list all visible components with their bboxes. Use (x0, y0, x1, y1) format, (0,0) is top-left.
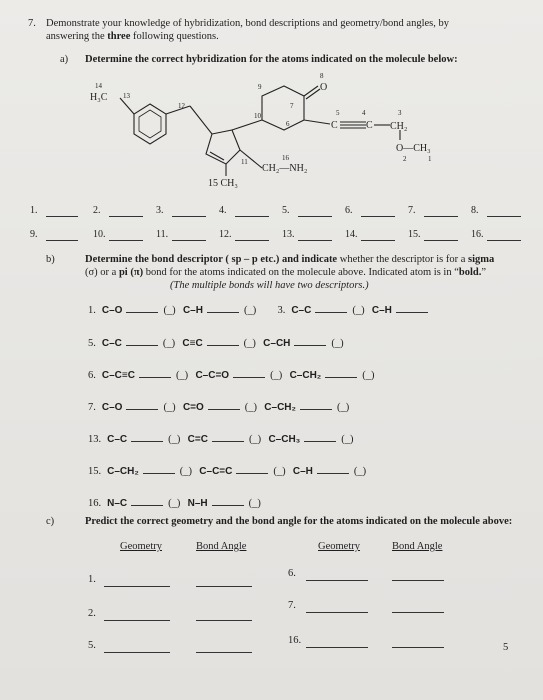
sigma-pi-blank[interactable]: (_) (168, 498, 181, 509)
geometry-item-number: 5. (88, 640, 96, 651)
label-c5: C (331, 120, 338, 131)
bond-descriptor-blank[interactable] (233, 368, 265, 378)
part-b-line1: Determine the bond descriptor ( sp – p etc.) and indicate whether the descriptor is for a sigma (85, 254, 495, 265)
hybridization-number: 13. (282, 229, 295, 240)
hybridization-number: 15. (408, 229, 421, 240)
geometry-answer-blank[interactable] (104, 577, 170, 587)
bond-formula: C–C (291, 305, 312, 316)
label-9: 9 (258, 83, 262, 91)
bond-descriptor-blank[interactable] (236, 464, 268, 474)
hybridization-answer-blank[interactable] (298, 231, 332, 241)
sigma-pi-blank[interactable]: (_) (162, 338, 176, 349)
bond-row (88, 496, 268, 509)
sigma-pi-blank[interactable]: (_) (331, 338, 344, 349)
bond-descriptor-blank[interactable] (325, 368, 357, 378)
label-10: 10 (254, 112, 261, 120)
hybridization-answer-blank[interactable] (46, 207, 78, 217)
question-number: 7. (28, 18, 36, 29)
geometry-answer-blank[interactable] (104, 643, 170, 653)
bond-formula: C–C≡C (101, 370, 135, 381)
page-number: 5 (503, 642, 509, 653)
label-5: 5 (336, 109, 340, 117)
sigma-pi-blank[interactable]: (_) (163, 305, 176, 316)
bond-angle-answer-blank[interactable] (392, 638, 444, 648)
part-c-instructions: Predict the correct geometry and the bond angle for the atoms indicated on the molecule above: (85, 516, 513, 527)
hybridization-answer-blank[interactable] (235, 231, 269, 241)
hybridization-answer-blank[interactable] (487, 231, 521, 241)
bond-descriptor-blank[interactable] (143, 464, 175, 474)
label-11: 11 (241, 158, 248, 166)
sigma-pi-blank[interactable]: (_) (248, 498, 261, 509)
molecule-structure (0, 68, 543, 198)
hybridization-number: 5. (282, 205, 290, 216)
bond-formula: C=C (187, 434, 208, 445)
bond-descriptor-blank[interactable] (139, 368, 171, 378)
sigma-pi-blank[interactable]: (_) (175, 370, 189, 381)
bond-formula: C–H (182, 305, 203, 316)
geometry-answer-blank[interactable] (306, 571, 368, 581)
bond-row-number: 16. (88, 498, 102, 509)
hybridization-answer-blank[interactable] (361, 207, 395, 217)
sigma-pi-blank[interactable]: (_) (273, 466, 286, 477)
part-c-letter: c) (46, 516, 55, 527)
geometry-item-number: 1. (88, 574, 96, 585)
label-h3c: H₃C (90, 92, 108, 103)
hybridization-number: 3. (156, 205, 164, 216)
hybridization-number: 14. (345, 229, 358, 240)
hybridization-number: 8. (471, 205, 479, 216)
bond-angle-answer-blank[interactable] (392, 571, 444, 581)
sigma-pi-blank[interactable]: (_) (168, 434, 181, 445)
question-intro: Demonstrate your knowledge of hybridization, bond descriptions and geometry/bond angles, by (46, 18, 449, 29)
hybridization-answer-blank[interactable] (109, 231, 143, 241)
geometry-answer-blank[interactable] (306, 603, 368, 613)
label-o8: O (320, 82, 328, 93)
bond-formula: C–H (371, 305, 392, 316)
part-a-instructions: Determine the correct hybridization for the atoms indicated on the molecule below: (85, 54, 458, 65)
bond-descriptor-blank[interactable] (207, 336, 239, 346)
bond-descriptor-blank[interactable] (131, 496, 163, 506)
bond-formula: C–O (101, 305, 123, 316)
hybridization-answer-blank[interactable] (172, 231, 206, 241)
part-a-letter: a) (60, 54, 69, 65)
bond-formula: C–O (101, 402, 123, 413)
bond-row-number: 5. (88, 338, 96, 349)
label-2: 2 (403, 155, 407, 163)
label-13: 13 (123, 92, 130, 100)
hybridization-number: 9. (30, 229, 38, 240)
label-4: 4 (362, 109, 366, 117)
sigma-pi-blank[interactable]: (_) (243, 305, 257, 316)
bond-row (88, 432, 361, 445)
hybridization-number: 2. (93, 205, 101, 216)
hybridization-answer-blank[interactable] (361, 231, 395, 241)
hybridization-answer-blank[interactable] (487, 207, 521, 217)
bond-descriptor-blank[interactable] (207, 303, 239, 313)
geometry-item-number: 6. (288, 568, 296, 579)
hybridization-number: 11. (156, 229, 169, 240)
geometry-item-number: 7. (288, 600, 296, 611)
geometry-answer-blank[interactable] (104, 611, 170, 621)
hybridization-answer-blank[interactable] (424, 231, 458, 241)
hybridization-answer-blank[interactable] (172, 207, 206, 217)
bond-formula: C≡C (182, 338, 203, 349)
sigma-pi-blank[interactable]: (_) (353, 466, 367, 477)
bond-descriptor-blank[interactable] (131, 432, 163, 442)
cyclohexane-ring (262, 86, 304, 130)
bond-descriptor-blank[interactable] (126, 336, 158, 346)
bond-row-number: 7. (88, 402, 96, 413)
bond-row (88, 400, 356, 413)
sigma-pi-blank[interactable]: (_) (352, 305, 365, 316)
bond-angle-answer-blank[interactable] (196, 611, 252, 621)
bond-row-number: 6. (88, 370, 96, 381)
label-14: 14 (95, 82, 102, 90)
sigma-pi-blank[interactable]: (_) (248, 434, 262, 445)
hybridization-answer-blank[interactable] (235, 207, 269, 217)
bond-descriptor-blank[interactable] (396, 303, 428, 313)
label-8: 8 (320, 72, 324, 80)
bond-row-number: 1. (88, 305, 96, 316)
bond-angle-answer-blank[interactable] (196, 643, 252, 653)
bond-descriptor-blank[interactable] (294, 336, 326, 346)
bond-row-number: 15. (88, 466, 102, 477)
bond-row (88, 464, 373, 477)
label-c4: C (366, 120, 373, 131)
bond-angle-header-right: Bond Angle (392, 541, 443, 552)
bond-descriptor-blank[interactable] (315, 303, 347, 313)
bond-angle-answer-blank[interactable] (392, 603, 444, 613)
sigma-pi-blank[interactable]: (_) (243, 338, 256, 349)
part-b-line2: (σ) or a pi (π) bond for the atoms indicated on the molecule above. Indicated atom is in “bold.” (85, 267, 487, 278)
hybridization-number: 12. (219, 229, 232, 240)
geometry-header-left: Geometry (120, 541, 162, 552)
label-ch2: CH₂ (390, 121, 408, 132)
hybridization-number: 6. (345, 205, 353, 216)
sigma-pi-blank[interactable]: (_) (179, 466, 193, 477)
hybridization-answer-blank[interactable] (298, 207, 332, 217)
bond-descriptor-blank[interactable] (126, 400, 158, 410)
bond-formula: C=O (182, 402, 204, 413)
bond-row (88, 303, 431, 316)
bond-formula: C–CH₂ (264, 402, 296, 413)
bond-formula: C–C (107, 434, 128, 445)
label-3: 3 (398, 109, 402, 117)
bond-descriptor-blank[interactable] (212, 432, 244, 442)
geometry-answer-blank[interactable] (306, 638, 368, 648)
bond-formula: C–CH₃ (268, 434, 301, 445)
bond-angle-answer-blank[interactable] (196, 577, 252, 587)
hybridization-number: 4. (219, 205, 227, 216)
bond-descriptor-blank[interactable] (212, 496, 244, 506)
bond-formula: C–CH (263, 338, 291, 349)
bond-row-number: 13. (88, 434, 102, 445)
sigma-pi-blank[interactable]: (_) (270, 370, 283, 381)
geometry-item-number: 16. (288, 635, 302, 646)
hybridization-number: 16. (471, 229, 484, 240)
sigma-pi-blank[interactable]: (_) (244, 402, 258, 413)
sigma-pi-blank[interactable]: (_) (341, 434, 354, 445)
label-12: 12 (178, 102, 185, 110)
bond-formula: C–H (292, 466, 313, 477)
bond-descriptor-blank[interactable] (304, 432, 336, 442)
hybridization-answer-blank[interactable] (424, 207, 458, 217)
part-b-note: (The multiple bonds will have two descriptors.) (170, 280, 369, 291)
bond-row (88, 368, 382, 381)
bond-formula: C–CH₂ (107, 466, 139, 477)
bond-row (88, 336, 351, 349)
bond-row-number: 3. (277, 305, 286, 316)
question-intro-line2: answering the three following questions. (46, 31, 219, 42)
bond-formula: N–C (107, 498, 128, 509)
hybridization-answer-blank[interactable] (109, 207, 143, 217)
bond-descriptor-blank[interactable] (208, 400, 240, 410)
label-16: 16 (282, 154, 289, 162)
bond-formula: C–C=C (199, 466, 233, 477)
sigma-pi-blank[interactable]: (_) (163, 402, 176, 413)
bond-formula: N–H (187, 498, 208, 509)
hybridization-answer-blank[interactable] (46, 231, 78, 241)
bond-angle-header-left: Bond Angle (196, 541, 247, 552)
label-15-ch3: 15 CH₃ (208, 178, 238, 189)
label-ch2nh2: CH₂—NH₂ (262, 163, 308, 174)
bond-descriptor-blank[interactable] (126, 303, 158, 313)
hybridization-number: 10. (93, 229, 106, 240)
sigma-pi-blank[interactable]: (_) (336, 402, 350, 413)
label-7: 7 (290, 102, 294, 110)
sigma-pi-blank[interactable]: (_) (362, 370, 375, 381)
label-1: 1 (428, 155, 432, 163)
hybridization-number: 7. (408, 205, 416, 216)
bond-descriptor-blank[interactable] (300, 400, 332, 410)
label-och3: O—CH₃ (396, 143, 431, 154)
bond-formula: C–C=O (195, 370, 230, 381)
geometry-item-number: 2. (88, 608, 96, 619)
bond-formula: C–CH₂ (289, 370, 322, 381)
part-b-letter: b) (46, 254, 55, 265)
bond-descriptor-blank[interactable] (317, 464, 349, 474)
geometry-header-right: Geometry (318, 541, 360, 552)
label-6: 6 (286, 120, 290, 128)
hybridization-number: 1. (30, 205, 38, 216)
bond-formula: C–C (101, 338, 122, 349)
